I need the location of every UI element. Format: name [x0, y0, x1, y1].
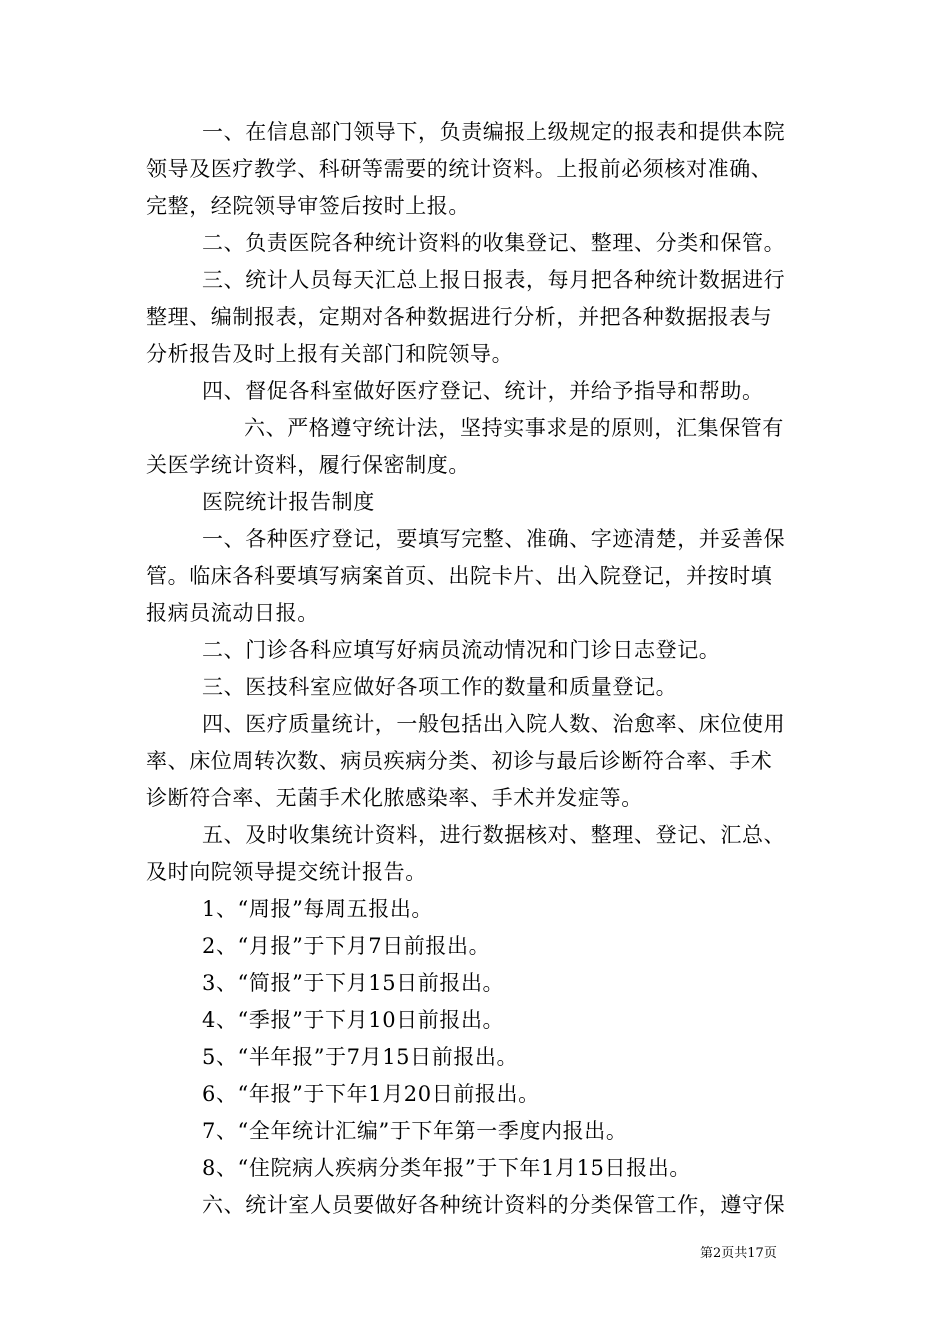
paragraph-line: 四、督促各科室做好医疗登记、统计，并给予指导和帮助。: [202, 379, 764, 403]
list-item: 6、“年报”于下年1月20日前报出。: [202, 1082, 540, 1106]
list-item: 3、“简报”于下月15日前报出。: [202, 971, 505, 995]
paragraph-line: 一、在信息部门领导下，负责编报上级规定的报表和提供本院: [202, 120, 786, 144]
list-item: 4、“季报”于下月10日前报出。: [202, 1008, 505, 1032]
paragraph-line: 三、统计人员每天汇总上报日报表，每月把各种统计数据进行: [202, 268, 786, 292]
list-item: 5、“半年报”于7月15日前报出。: [202, 1045, 519, 1069]
list-item: 1、“周报”每周五报出。: [202, 897, 434, 921]
paragraph-line: 一、各种医疗登记，要填写完整、准确、字迹清楚，并妥善保: [202, 527, 786, 551]
list-item: 8、“住院病人疾病分类年报”于下年1月15日报出。: [202, 1156, 691, 1180]
paragraph-line: 四、医疗质量统计，一般包括出入院人数、治愈率、床位使用: [202, 712, 786, 736]
paragraph-line: 整理、编制报表，定期对各种数据进行分析，并把各种数据报表与: [146, 305, 773, 329]
list-item: 2、“月报”于下月7日前报出。: [202, 934, 491, 958]
paragraph-line: 诊断符合率、无菌手术化脓感染率、手术并发症等。: [146, 786, 643, 810]
list-item: 7、“全年统计汇编”于下年第一季度内报出。: [202, 1119, 628, 1143]
paragraph-line: 六、统计室人员要做好各种统计资料的分类保管工作，遵守保: [202, 1193, 786, 1217]
paragraph-line: 领导及医疗教学、科研等需要的统计资料。上报前必须核对准确、: [146, 157, 773, 181]
section-heading: 医院统计报告制度: [202, 490, 375, 514]
paragraph-line: 及时向院领导提交统计报告。: [146, 860, 427, 884]
paragraph-line: 三、医技科室应做好各项工作的数量和质量登记。: [202, 675, 678, 699]
paragraph-line: 报病员流动日报。: [146, 601, 319, 625]
paragraph-line: 五、及时收集统计资料，进行数据核对、整理、登记、汇总、: [202, 823, 786, 847]
paragraph-line: 率、床位周转次数、病员疾病分类、初诊与最后诊断符合率、手术: [146, 749, 773, 773]
paragraph-line: 关医学统计资料，履行保密制度。: [146, 453, 470, 477]
paragraph-line: 管。临床各科要填写病案首页、出院卡片、出入院登记，并按时填: [146, 564, 773, 588]
paragraph-line: 六、严格遵守统计法，坚持实事求是的原则，汇集保管有: [244, 416, 784, 440]
paragraph-line: 二、门诊各科应填写好病员流动情况和门诊日志登记。: [202, 638, 721, 662]
paragraph-line: 完整，经院领导审签后按时上报。: [146, 194, 470, 218]
paragraph-line: 分析报告及时上报有关部门和院领导。: [146, 342, 514, 366]
page-number: 第2页共17页: [700, 1246, 777, 1261]
paragraph-line: 二、负责医院各种统计资料的收集登记、整理、分类和保管。: [202, 231, 786, 255]
